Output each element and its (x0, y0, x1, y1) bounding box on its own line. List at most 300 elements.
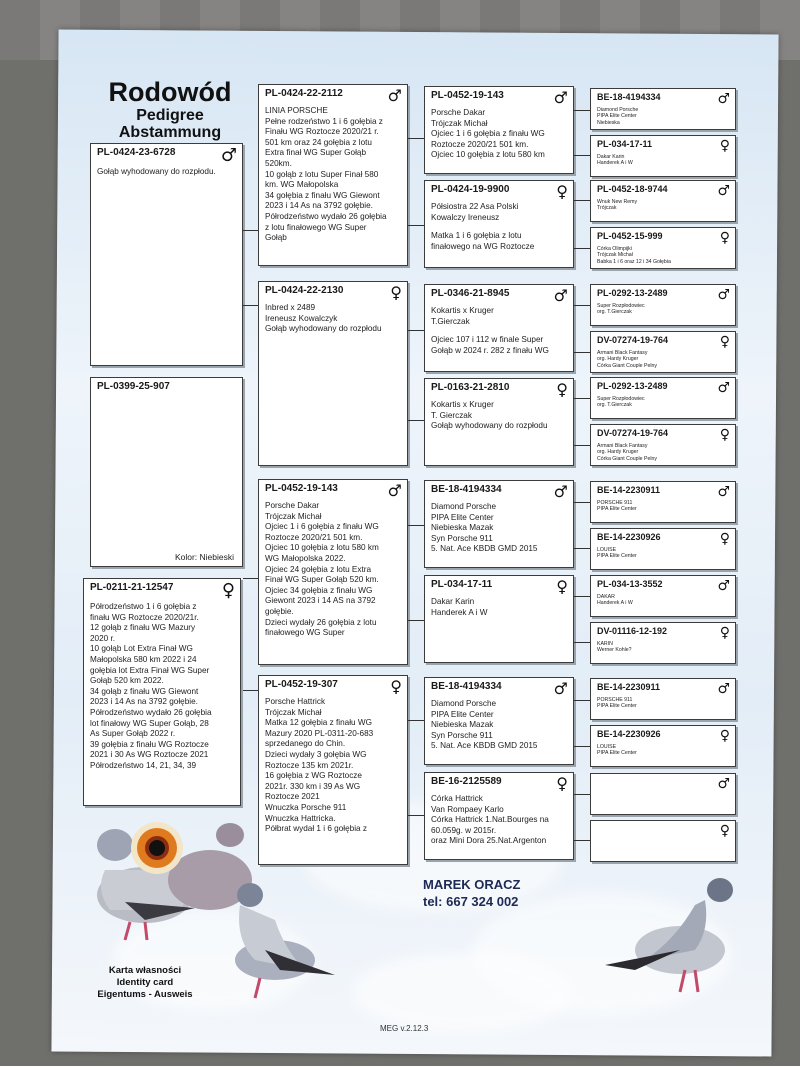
detail-line: 5. Nat. Ace KBDB GMD 2015 (431, 741, 538, 751)
detail-line: Ojciec 10 gołębia z lotu 580 km (265, 543, 379, 553)
detail-line: finału WG Roztocze 2020/21r. (90, 612, 199, 622)
male-symbol-icon: ♂ (553, 482, 568, 501)
detail-line: 16 gołębia z WG Roztocze (265, 771, 362, 781)
ring-number: BE-14-2230926 (597, 532, 661, 542)
pedigree-connector (574, 548, 590, 549)
pedigree-connector (408, 620, 424, 621)
card-header (591, 774, 735, 791)
pedigree-connector (408, 525, 424, 526)
card-details (591, 302, 735, 316)
detail-line: PIPA Elite Center (597, 506, 637, 513)
detail-line: Kokartis x Kruger (431, 306, 494, 315)
pedigree-card-g5 (424, 480, 574, 568)
detail-line: 60.059g. w 2015r. (431, 825, 497, 835)
detail-line: T. Gierczak (431, 410, 472, 420)
ring-number: BE-14-2230911 (597, 682, 661, 692)
card-details (591, 743, 735, 757)
card-header (591, 821, 735, 838)
pedigree-card-p0 (90, 143, 243, 366)
card-details (91, 165, 242, 178)
detail-line: finałowego na WG Roztocze (431, 241, 535, 251)
pedigree-card-h1 (590, 88, 736, 130)
card-header (591, 482, 735, 499)
version-label: MEG v.2.12.3 (380, 1024, 429, 1033)
detail-line: Trójczak (597, 205, 617, 212)
detail-line: finałowego WG Super (265, 628, 345, 638)
detail-line: Półbrat wydał 1 i 6 gołębia z (265, 824, 367, 834)
female-symbol-icon: ♀ (719, 138, 730, 154)
detail-line: Syn Porsche 911 (431, 730, 493, 740)
detail-line: As Super Gołąb 2022 r. (90, 729, 176, 739)
pedigree-connector (574, 248, 590, 249)
card-details (425, 792, 573, 847)
card-header (591, 332, 735, 349)
detail-line: Gołąb w 2024 r. 282 z finału WG (431, 345, 549, 355)
female-symbol-icon: ♀ (719, 728, 730, 744)
detail-line: Ojciec 1 i 6 gołębia z finału WG (265, 522, 379, 532)
pedigree-title (85, 77, 255, 141)
card-details (591, 198, 735, 212)
detail-line: org. T.Gierczak (597, 309, 632, 316)
detail-line: Gołąb wyhodowany do rozpłodu (265, 324, 382, 334)
card-details (591, 546, 735, 560)
detail-line: KARIN (597, 641, 613, 647)
detail-line: PORSCHE 911 (597, 697, 633, 703)
detail-line: 10 gołąb z lotu Super Finał 580 (265, 169, 379, 179)
title-main: Rodowód (108, 77, 232, 107)
detail-line: sprzedanego do Chin. (265, 739, 346, 749)
card-details (425, 595, 573, 618)
card-header (425, 576, 573, 595)
ring-number: BE-18-4194334 (431, 484, 502, 495)
detail-line: Córka Giant Couple Pelny (597, 455, 657, 462)
card-header (91, 378, 242, 392)
pedigree-connector (574, 110, 590, 111)
detail-line: PIPA Elite Center (597, 553, 637, 560)
pedigree-connector (408, 420, 424, 421)
pedigree-card-h7 (590, 377, 736, 419)
detail-line: gołębia lot Extra Finał WG Super (90, 665, 210, 675)
pedigree-card-g2 (424, 180, 574, 268)
pedigree-card-h15 (590, 773, 736, 815)
card-details (591, 245, 735, 265)
card-details (591, 593, 735, 607)
owner-info (423, 876, 521, 910)
detail-line: Trójczak Michał (597, 252, 633, 259)
pedigree-card-h11 (590, 575, 736, 617)
pedigree-connector (408, 815, 424, 816)
pedigree-card-g6 (424, 575, 574, 663)
detail-line: LOUISE (597, 547, 617, 553)
detail-line: Matka 1 i 6 gołębia z lotu (431, 231, 522, 241)
ring-number: PL-0163-21-2810 (431, 382, 510, 393)
pedigree-connector (574, 700, 590, 701)
ring-number: DV-01116-12-192 (597, 626, 668, 636)
detail-line: 2021 i 30 As WG Roztocze 2021 (90, 750, 209, 760)
detail-line: Trójczak Michał (265, 707, 322, 717)
detail-line: Super Rozpłodowiec (597, 396, 645, 402)
detail-line: Super Rozpłodowiec (597, 303, 645, 309)
card-header (591, 576, 735, 593)
detail-line: Gołąb 520 km 2022. (90, 676, 164, 686)
detail-line: Ireneusz Kowalczyk (265, 313, 338, 323)
card-details (425, 106, 573, 161)
detail-line: Porsche Dakar (431, 108, 486, 117)
card-header (591, 726, 735, 743)
pedigree-card-h4 (590, 227, 736, 269)
male-symbol-icon: ♂ (717, 183, 730, 199)
card-details (591, 153, 735, 167)
detail-line: Wnuczka Hattricka. (265, 813, 336, 823)
detail-line: WG Małopolska 2022. (265, 553, 346, 563)
female-symbol-icon: ♀ (719, 625, 730, 641)
ring-number: PL-0424-22-2112 (265, 88, 343, 99)
ring-number: BE-14-2230926 (597, 729, 661, 739)
card-header (425, 87, 573, 106)
detail-line: Armani Black Fantasy (597, 350, 648, 356)
detail-line: Porsche Hattrick (265, 697, 326, 706)
detail-line: Wnuk New Remy (597, 199, 638, 205)
card-label-en: Identity card (116, 977, 174, 988)
card-details (91, 392, 242, 394)
detail-line: 34 gołębia z finału WG Giewont (265, 190, 380, 200)
card-header (425, 481, 573, 500)
card-header (591, 623, 735, 640)
pedigree-connector (408, 330, 424, 331)
ring-number: PL-0292-13-2489 (597, 381, 668, 391)
female-symbol-icon: ♀ (719, 230, 730, 246)
detail-line: PIPA Elite Center (597, 113, 637, 120)
card-label-pl: Karta własności (108, 965, 182, 976)
detail-line: Armani Black Fantasy (597, 443, 648, 449)
detail-line: Córka Giant Couple Pelny (597, 362, 657, 369)
pedigree-connector (574, 840, 590, 841)
male-symbol-icon: ♂ (387, 481, 402, 500)
detail-line: Diamond Porsche (431, 502, 497, 511)
card-details (84, 600, 240, 772)
pedigree-card-h9 (590, 481, 736, 523)
ring-number: PL-0452-19-143 (265, 483, 338, 494)
detail-line: Diamond Porsche (431, 699, 497, 708)
card-header (425, 285, 573, 304)
female-symbol-icon: ♀ (719, 823, 730, 839)
female-symbol-icon: ♀ (390, 677, 402, 696)
card-details (591, 791, 735, 792)
detail-line: 34 gołąb z finału WG Giewont (90, 686, 199, 696)
male-symbol-icon: ♂ (387, 86, 402, 105)
detail-line: km. WG Małopolska (265, 180, 339, 190)
pedigree-card-g8 (424, 772, 574, 860)
detail-line: Dzieci wydały 3 gołębia WG (265, 749, 367, 759)
detail-line: Córka Olimpijki (597, 246, 632, 252)
ring-number: BE-18-4194334 (597, 92, 661, 102)
detail-line: org. Hardy Kruger (597, 356, 639, 363)
pedigree-connector (574, 305, 590, 306)
detail-line: 2021r. 330 km i 39 As WG (265, 781, 361, 791)
detail-line: DAKAR (597, 594, 615, 600)
owner-name: MAREK ORACZ (423, 877, 521, 892)
pedigree-card-g4 (424, 378, 574, 466)
card-details (591, 640, 735, 654)
detail-line: Matka 12 gołębia z finału WG (265, 718, 372, 728)
detail-line: Półrodzeństwo 1 i 6 gołębia z (90, 602, 197, 611)
card-header (425, 379, 573, 398)
card-details (591, 442, 735, 462)
ring-number: PL-034-17-11 (597, 139, 653, 149)
pedigree-connector (574, 794, 590, 795)
detail-line: Niebieska Mazak (431, 720, 494, 730)
detail-line: Półrodzeństwo wydało 26 gołębia (265, 211, 387, 221)
pigeon-illustration-front (235, 883, 335, 998)
card-header (259, 480, 407, 499)
color-label: Kolor: Niebieski (174, 552, 234, 562)
pedigree-card-h14 (590, 725, 736, 767)
detail-line: 501 km oraz 24 gołębia z lotu (265, 137, 372, 147)
pedigree-card-h6 (590, 331, 736, 373)
detail-line: Półrodzeństwo 14, 21, 34, 39 (90, 760, 197, 770)
detail-line: LINIA PORSCHE (265, 106, 328, 115)
male-symbol-icon: ♂ (717, 287, 730, 303)
female-symbol-icon: ♀ (556, 182, 568, 201)
detail-line: Werner Kohle? (597, 647, 632, 654)
detail-line: Półsiostra 22 Asa Polski (431, 202, 519, 211)
card-header (591, 679, 735, 696)
ring-number: PL-0452-19-307 (265, 679, 338, 690)
detail-line: Ojciec 10 gołębia z lotu 580 km (431, 150, 545, 160)
pedigree-connector (574, 398, 590, 399)
male-symbol-icon: ♂ (553, 286, 568, 305)
pedigree-card-h8 (590, 424, 736, 466)
card-header (591, 89, 735, 106)
detail-line: PIPA Elite Center (431, 512, 494, 522)
ring-number: BE-16-2125589 (431, 776, 502, 787)
male-symbol-icon: ♂ (717, 380, 730, 396)
detail-line: Ojciec 34 gołębia z finału WG (265, 585, 373, 595)
card-header (259, 85, 407, 104)
ring-number: PL-0452-18-9744 (597, 184, 668, 194)
detail-line: 2023 i 14 As na 3792 gołębie. (90, 697, 198, 707)
detail-line: Inbred x 2489 (265, 303, 316, 312)
pedigree-card-h10 (590, 528, 736, 570)
pedigree-connector (243, 578, 258, 579)
female-symbol-icon: ♀ (221, 580, 235, 601)
card-header (591, 425, 735, 442)
pedigree-card-p2 (83, 578, 241, 806)
card-header (591, 228, 735, 245)
male-symbol-icon: ♂ (717, 91, 730, 107)
detail-line: PIPA Elite Center (431, 709, 494, 719)
detail-line: Dakar Karin (597, 154, 625, 160)
title-sub-de: Abstammung (118, 124, 222, 141)
detail-line: Ojciec 107 i 112 w finale Super (431, 335, 544, 345)
detail-line: oraz Mini Dora 25.Nat.Argenton (431, 836, 547, 846)
pigeon-eye-icon (131, 822, 183, 874)
card-details (591, 838, 735, 839)
pedigree-card-f1 (258, 84, 408, 266)
card-header (425, 678, 573, 697)
pedigree-connector (408, 225, 424, 226)
card-details (259, 301, 407, 335)
card-header (591, 285, 735, 302)
pedigree-connector (574, 155, 590, 156)
female-symbol-icon: ♀ (719, 334, 730, 350)
pedigree-connector (574, 200, 590, 201)
card-header (425, 181, 573, 200)
pedigree-connector (574, 352, 590, 353)
detail-line: Handerek A i W (431, 607, 488, 617)
card-header (425, 773, 573, 792)
detail-line: 2023 i 14 As na 3792 gołębie. (265, 201, 373, 211)
detail-line: gołębie. (265, 606, 294, 616)
card-header (91, 144, 242, 165)
male-symbol-icon: ♂ (220, 145, 237, 166)
pedigree-connector (243, 230, 258, 231)
female-symbol-icon: ♀ (556, 774, 568, 793)
pedigree-card-h2 (590, 135, 736, 177)
detail-line: Pełne rodzeństwo 1 i 6 gołębia z (265, 116, 383, 126)
detail-line: Gołąb wyhodowany do rozpłodu (431, 421, 548, 431)
detail-line: 39 gołębia z finału WG Roztocze (90, 739, 209, 749)
card-header (591, 378, 735, 395)
detail-line: 5. Nat. Ace KBDB GMD 2015 (431, 544, 538, 554)
card-details (259, 104, 407, 244)
pedigree-connector (574, 642, 590, 643)
pedigree-connector (574, 746, 590, 747)
ring-number: DV-07274-19-764 (597, 428, 669, 438)
card-header (591, 136, 735, 153)
male-symbol-icon: ♂ (717, 484, 730, 500)
detail-line: org. T.Gierczak (597, 402, 632, 409)
detail-line: org. Hardy Kruger (597, 449, 639, 456)
detail-line: Ojciec 1 i 6 gołębia z finału WG (431, 129, 545, 139)
detail-line: Finału WG Roztocze 2020/21 r. (265, 127, 379, 137)
card-details (591, 106, 735, 126)
title-sub-en: Pedigree (136, 107, 204, 124)
pedigree-card-g3 (424, 284, 574, 372)
detail-line: Półrodzeństwo wydało 26 gołębia (90, 707, 212, 717)
detail-line: Syn Porsche 911 (431, 533, 493, 543)
male-symbol-icon: ♂ (717, 681, 730, 697)
detail-line: Ojciec 24 gołębia z lotu Extra (265, 564, 372, 574)
owner-phone: tel: 667 324 002 (423, 894, 519, 909)
ring-number: PL-0292-13-2489 (597, 288, 668, 298)
detail-line: Niebieska (597, 119, 620, 126)
pigeon-illustration-corner (595, 870, 745, 1010)
ring-number: PL-0211-21-12547 (90, 582, 174, 593)
ring-number: PL-034-17-11 (431, 579, 493, 590)
detail-line: Córka Hattrick 1.Nat.Bourges na (431, 815, 549, 825)
pedigree-connector (574, 596, 590, 597)
pedigree-card-p1 (90, 377, 243, 567)
detail-line: Kokartis x Kruger (431, 400, 494, 409)
male-symbol-icon: ♂ (717, 578, 730, 594)
detail-line: Gołąb wyhodowany do rozpłodu. (97, 167, 216, 176)
detail-line: Handerek A i W (597, 160, 633, 167)
detail-line: PIPA Elite Center (597, 703, 637, 710)
detail-line: z lotu finałowego WG Super (265, 222, 367, 232)
detail-line: PIPA Elite Center (597, 750, 637, 757)
ring-number: PL-0424-23-6728 (97, 147, 176, 158)
detail-line: Wnuczka Porsche 911 (265, 802, 347, 812)
detail-line: Trójczak Michał (265, 511, 322, 521)
card-label-de: Eigentums - Ausweis (97, 989, 193, 1000)
ring-number: PL-0424-22-2130 (265, 285, 344, 296)
female-symbol-icon: ♀ (556, 577, 568, 596)
ring-number: PL-0424-19-9900 (431, 184, 510, 195)
detail-line: Roztocze 2020/21 501 km. (265, 532, 363, 542)
card-header (84, 579, 240, 600)
male-symbol-icon: ♂ (553, 679, 568, 698)
detail-line: Giewont 2023 i 14 AS na 3792 (265, 596, 376, 606)
pedigree-connector (408, 138, 424, 139)
card-details (591, 696, 735, 710)
detail-line: Gołąb (265, 233, 287, 243)
detail-line: Roztocze 135 km 2021r. (265, 760, 354, 770)
pedigree-connector (243, 690, 258, 691)
detail-line: LOUISE (597, 744, 617, 750)
detail-line: Handerek A i W (597, 600, 633, 607)
pedigree-connector (574, 502, 590, 503)
detail-line (431, 223, 567, 231)
card-details (591, 395, 735, 409)
pedigree-card-h3 (590, 180, 736, 222)
detail-line: Mazury 2020 PL-0311-20-683 (265, 728, 374, 738)
detail-line: Małopolska 580 km 2022 i 24 (90, 654, 197, 664)
detail-line: PORSCHE 911 (597, 500, 633, 506)
female-symbol-icon: ♀ (390, 283, 402, 302)
detail-line: Finał WG Super Gołąb 520 km. (265, 575, 379, 585)
detail-line: lot finałowy WG Super Gołąb, 28 (90, 718, 209, 728)
ring-number: PL-0399-25-907 (97, 381, 170, 392)
pedigree-card-g1 (424, 86, 574, 174)
detail-line: Van Rompaey Karlo (431, 804, 504, 814)
ring-number: BE-18-4194334 (431, 681, 502, 692)
detail-line: Dzieci wydały 26 gołębia z lotu (265, 617, 377, 627)
ring-number: PL-034-13-3552 (597, 579, 663, 589)
detail-line: Porsche Dakar (265, 501, 320, 510)
detail-line: Dakar Karin (431, 597, 475, 606)
pedigree-card-h5 (590, 284, 736, 326)
card-details (425, 304, 573, 357)
detail-line: Niebieska Mazak (431, 523, 494, 533)
pedigree-card-h16 (590, 820, 736, 862)
detail-line: Trójczak Michał (431, 118, 488, 128)
male-symbol-icon: ♂ (717, 776, 730, 792)
detail-line: Kowalczy Ireneusz (431, 212, 500, 222)
identity-card-label (75, 965, 215, 1001)
card-header (259, 282, 407, 301)
detail-line: 12 gołąb z finału WG Mazury (90, 623, 196, 633)
pedigree-connector (408, 720, 424, 721)
detail-line: 2020 r. (90, 633, 116, 643)
detail-line (431, 327, 567, 335)
detail-line: T.Gierczak (431, 316, 470, 326)
card-header (591, 529, 735, 546)
pedigree-card-h12 (590, 622, 736, 664)
ring-number: PL-0346-21-8945 (431, 288, 510, 299)
pedigree-card-h13 (590, 678, 736, 720)
card-header (259, 676, 407, 695)
pedigree-connector (574, 445, 590, 446)
ring-number: PL-0452-19-143 (431, 90, 504, 101)
detail-line: Diamond Porsche (597, 107, 639, 113)
card-details (425, 200, 573, 253)
male-symbol-icon: ♂ (553, 88, 568, 107)
pedigree-card-f3 (258, 479, 408, 665)
card-details (259, 499, 407, 639)
pedigree-card-f2 (258, 281, 408, 466)
pedigree-card-g7 (424, 677, 574, 765)
